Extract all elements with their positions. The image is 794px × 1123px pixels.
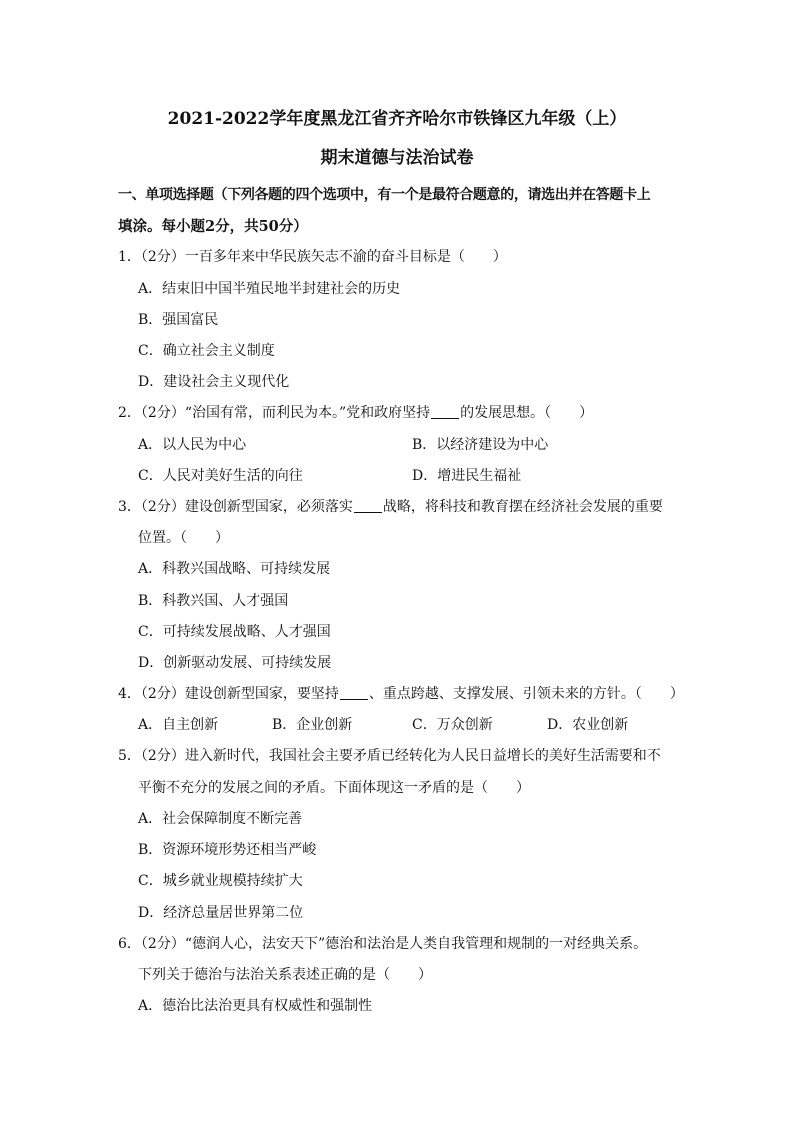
question-1-option-c: C．确立社会主义制度 <box>138 343 275 359</box>
question-2-option-d: D．增进民生福祉 <box>412 468 522 484</box>
question-6-stem-line1: 6．（2分）“德润人心，法安天下”德治和法治是人类自我管理和规制的一对经典关系。 <box>118 936 648 952</box>
question-1-option-b: B．强国富民 <box>138 312 219 328</box>
question-5-option-c: C．城乡就业规模持续扩大 <box>138 873 303 889</box>
question-3-option-a: A．科教兴国战略、可持续发展 <box>138 561 331 577</box>
question-1-option-d: D．建设社会主义现代化 <box>138 374 290 390</box>
section-heading-line1: 一、单项选择题（下列各题的四个选项中，有一个是最符合题意的，请选出并在答题卡上 <box>118 187 651 203</box>
question-3-option-b: B．科教兴国、人才强国 <box>138 593 289 609</box>
question-4-stem <box>118 684 684 704</box>
question-2-option-a: A．以人民为中心 <box>138 437 247 453</box>
question-4-option-a: A．自主创新 <box>138 717 219 733</box>
question-3-option-c: C．可持续发展战略、人才强国 <box>138 624 331 640</box>
question-2-option-b: B．以经济建设为中心 <box>412 437 549 453</box>
question-3-stem <box>118 497 663 517</box>
question-4-option-d: D．农业创新 <box>547 717 629 733</box>
question-1-stem: 1．（2分）一百多年来中华民族矢志不渝的奋斗目标是（ ） <box>118 249 507 265</box>
question-5-stem-line2: 平衡不充分的发展之间的矛盾。下面体现这一矛盾的是（ ） <box>138 780 530 796</box>
question-2-stem-part2: 的发展思想。（ ） <box>460 405 594 421</box>
exam-title-line1: 2021-2022学年度黑龙江省齐齐哈尔市铁锋区九年级（上） <box>167 109 627 129</box>
section-heading-line2: 填涂。每小题2分，共50分） <box>118 218 308 235</box>
answer-blank <box>431 404 459 419</box>
question-3-stem-cont: 位置。（ ） <box>138 530 229 546</box>
question-4-stem-part2: 、重点跨越、支撑发展、引领未来的方针。（ ） <box>368 686 684 702</box>
question-3-stem-part1: 3．（2分）建设创新型国家，必须落实 <box>118 499 353 515</box>
question-5-stem-line1: 5．（2分）进入新时代，我国社会主要矛盾已经转化为人民日益增长的美好生活需要和不 <box>118 748 661 764</box>
question-3-stem-part2: 战略，将科技和教育摆在经济社会发展的重要 <box>382 499 663 515</box>
question-5-option-a: A．社会保障制度不断完善 <box>138 811 303 827</box>
exam-title-line2: 期末道德与法治试卷 <box>320 148 474 168</box>
question-2-stem <box>118 403 593 423</box>
section-heading <box>118 180 683 242</box>
answer-blank <box>340 685 368 700</box>
question-2-stem-part1: 2．（2分）“治国有常，而利民为本。”党和政府坚持 <box>118 405 431 421</box>
question-4-option-b: B．企业创新 <box>272 717 353 733</box>
question-5-option-b: B．资源环境形势还相当严峻 <box>138 842 317 858</box>
question-2-option-c: C．人民对美好生活的向往 <box>138 468 303 484</box>
question-3-option-d: D．创新驱动发展、可持续发展 <box>138 655 332 671</box>
answer-blank <box>354 498 382 513</box>
question-1-option-a: A．结束旧中国半殖民地半封建社会的历史 <box>138 281 401 297</box>
question-6-stem-line2: 下列关于德治与法治关系表述正确的是（ ） <box>138 967 432 983</box>
question-4-stem-part1: 4．（2分）建设创新型国家，要坚持 <box>118 686 339 702</box>
question-4-option-c: C．万众创新 <box>412 717 493 733</box>
question-5-option-d: D．经济总量居世界第二位 <box>138 905 304 921</box>
question-6-option-a: A．德治比法治更具有权威性和强制性 <box>138 998 373 1014</box>
